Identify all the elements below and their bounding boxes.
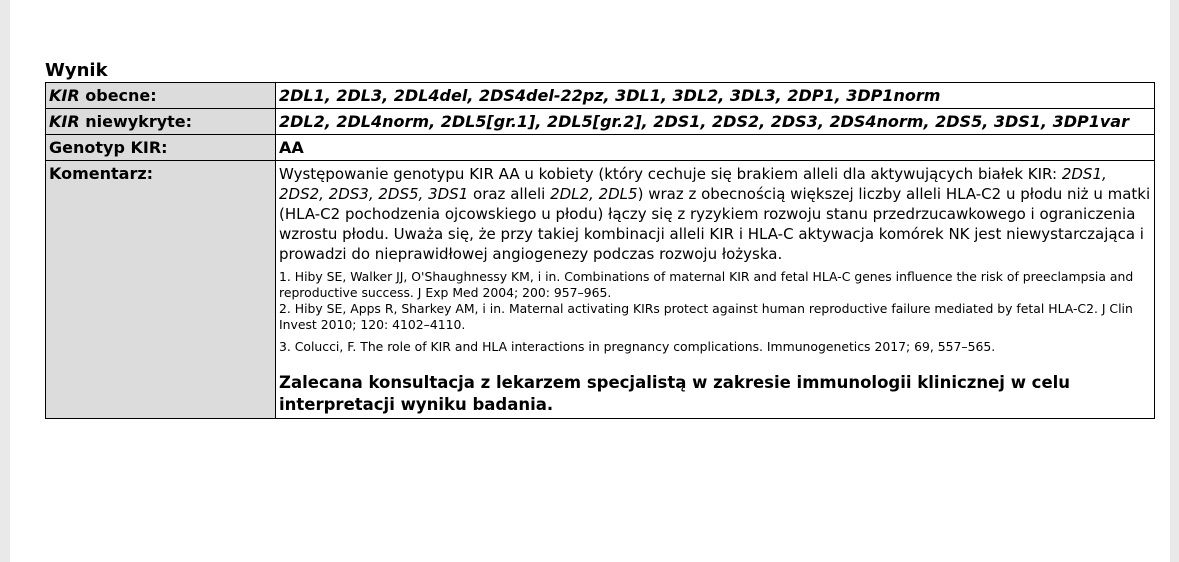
kir-present-value: 2DL1, 2DL3, 2DL4del, 2DS4del-22pz, 3DL1, 3DL2, 3DL3, 2DP1, 3DP1norm [276,83,1155,109]
comment-text: Występowanie genotypu KIR AA u kobiety (który cechuje się brakiem alleli dla aktywujących białek KIR: 2DS1, 2DS2, 2DS3, 2DS5, 3DS1 oraz alleli 2DL2, 2DL5) wraz z obecnością większej liczby alleli HLA-C2 u płodu niż u matki (HLA-C2 pochodzenia ojcowskiego u płodu) łączy się z ryzykiem rozwoju stanu przedrzucawkowego i ograniczenia wzrostu płodu. Uważa się, że przy takiej kombinacji alleli KIR i HLA-C aktywacja komórek NK jest niewystarczająca i prowadzi do nieprawidłowej angiogenezy podczas rozwoju łożyska. [279,165,1151,263]
reference-item: 1. Hiby SE, Walker JJ, O'Shaughnessy KM, i in. Combinations of maternal KIR and fetal HLA-C genes influence the risk of preeclampsia and reproductive success. J Exp Med 2004; 200: 957–965. [279,269,1134,300]
kir-absent-label: KIR niewykryte: [46,109,276,135]
genotype-value: AA [276,135,1155,161]
document-page [10,0,1170,562]
table-row-kir-absent [46,109,1155,135]
reference-item: 2. Hiby SE, Apps R, Sharkey AM, i in. Maternal activating KIRs protect against human reproductive failure mediated by fetal HLA-C2. J Clin Invest 2010; 120: 4102–4110. [279,301,1133,332]
table-row-genotype [46,135,1155,161]
table-row-comment [46,161,1155,419]
kir-present-label: KIR obecne: [46,83,276,109]
comment-label: Komentarz: [46,161,276,419]
genotype-label: Genotyp KIR: [46,135,276,161]
consultation-advice: Zalecana konsultacja z lekarzem specjalistą w zakresie immunologii klinicznej w celu interpretacji wyniku badania. [279,373,1071,414]
comment-cell [276,161,1155,419]
reference-item: 3. Colucci, F. The role of KIR and HLA interactions in pregnancy complications. Immunogenetics 2017; 69, 557–565. [279,339,996,354]
table-row-kir-present [46,83,1155,109]
result-table [45,82,1155,419]
section-title: Wynik [45,60,108,81]
kir-absent-value: 2DL2, 2DL4norm, 2DL5[gr.1], 2DL5[gr.2], 2DS1, 2DS2, 2DS3, 2DS4norm, 2DS5, 3DS1, 3DP1var [276,109,1155,135]
